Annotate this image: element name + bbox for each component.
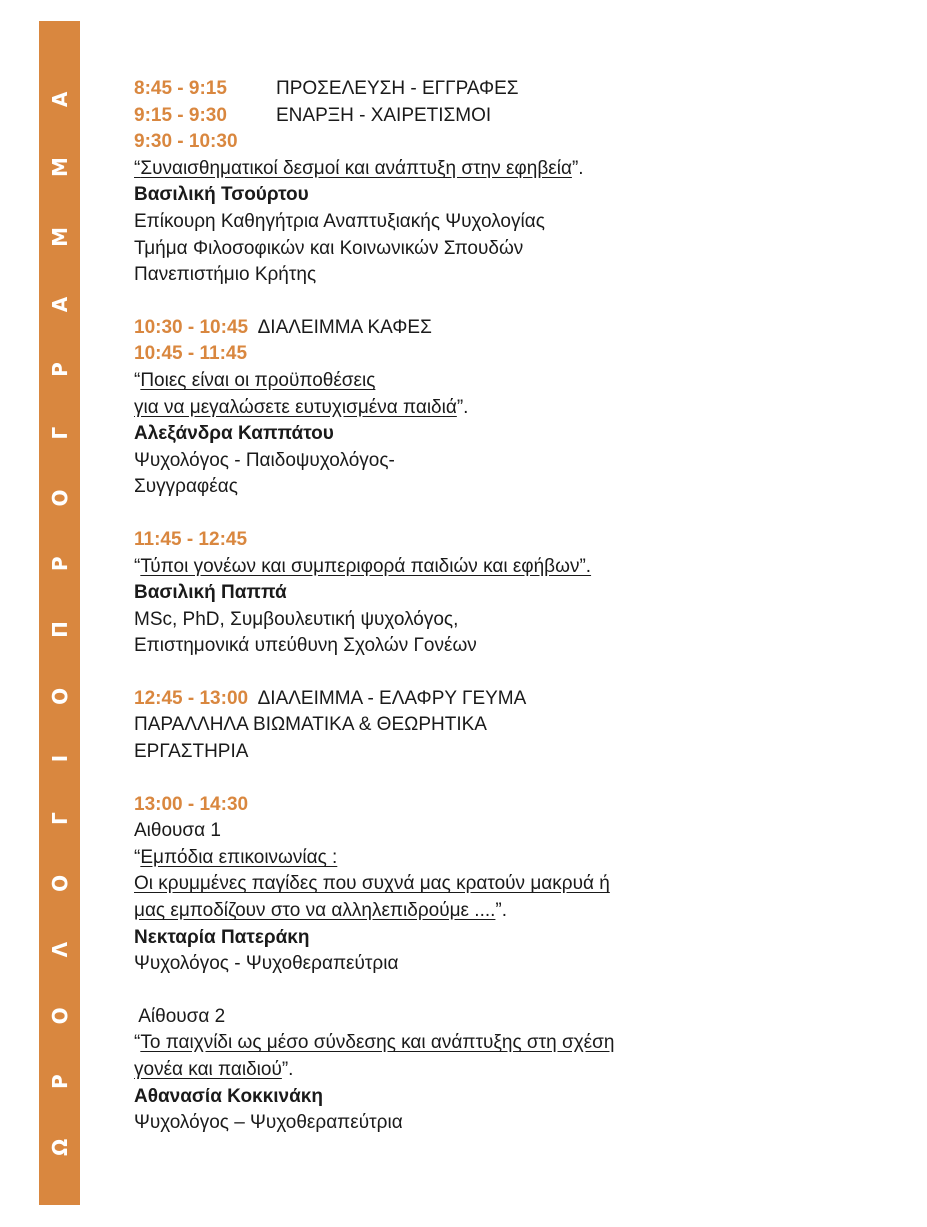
talk3-role1: MSc, PhD, Συμβουλευτική ψυχολόγος, [134,608,459,630]
talk2-speaker: Αλεξάνδρα Καππάτου [134,423,334,445]
talk1-time: 9:30 - 10:30 [134,131,238,153]
lunch-line2: ΠΑΡΑΛΛΗΛΑ ΒΙΩΜΑΤΙΚΑ & ΘΕΩΡΗΤΙΚΑ [134,714,487,736]
talk2-title-row1 [134,368,854,395]
sidebar-title: Ω Ρ Ο Λ Ο Γ Ι Ο Π Ρ Ο Γ Ρ Α Μ Μ Α [47,70,72,1156]
talk1-role1: Επίκουρη Καθηγήτρια Αναπτυξιακής Ψυχολογίας [134,210,545,232]
spacer [134,978,854,1004]
talk2-open-quote: “ [134,369,141,391]
talk2-title-row2 [134,395,854,422]
talk2-title-line2: για να μεγαλώσετε ευτυχισμένα παιδιά [134,396,457,418]
arrival-row [134,76,854,103]
room2-speaker: Αθανασία Κοκκινάκη [134,1085,323,1107]
room1-label: Αιθουσα 1 [134,820,221,842]
talk2-title-line1: Ποιες είναι οι προϋποθέσεις [140,369,376,391]
talk3-title-row [134,554,854,581]
opening-label: ΕΝΑΡΞΗ - ΧΑΙΡΕΤΙΣΜΟΙ [276,104,492,126]
room2-title-row1 [134,1030,854,1057]
room1-open-quote: “ [134,846,141,868]
program-content [134,76,854,1137]
opening-time: 9:15 - 9:30 [134,104,227,126]
talk3-title: Τύποι γονέων και συμπεριφορά παιδιών και εφήβων”. [140,555,592,577]
coffee-row [134,315,854,342]
talk2-role2: Συγγραφέας [134,476,238,498]
spacer [134,766,854,792]
room1-speaker: Νεκταρία Πατεράκη [134,926,310,948]
room2-title-line2: γονέα και παιδιού [134,1059,282,1080]
talk3-open-quote: “ [134,555,141,577]
arrival-label: ΠΡΟΣΕΛΕΥΣΗ - ΕΓΓΡΑΦΕΣ [276,78,519,99]
spacer [134,289,854,315]
talk3-role2: Επιστημονικά υπεύθυνη Σχολών Γονέων [134,635,477,657]
talk1-title-row [134,156,854,183]
talk1-open-quote: “ [134,157,141,179]
room2-title-row2 [134,1057,854,1084]
talk2-role1: Ψυχολόγος - Παιδοψυχολόγος- [134,449,395,471]
room2-close-quote: ”. [281,1059,294,1080]
talk1-role3: Πανεπιστήμιο Κρήτης [134,264,317,286]
room2-title-line1: Το παιχνίδι ως μέσο σύνδεσης και ανάπτυξης στη σχέση [140,1032,615,1054]
spacer [134,660,854,686]
room1-role: Ψυχολόγος - Ψυχοθεραπεύτρια [134,953,399,975]
room2-label: Αίθουσα 2 [134,1005,226,1027]
talk2-time: 10:45 - 11:45 [134,343,248,365]
lunch-time: 12:45 - 13:00 [134,687,249,709]
talk1-close-quote: ”. [571,157,584,179]
room1-title-line2: Οι κρυμμένες παγίδες που συχνά μας κρατούν μακρυά ή [134,873,610,895]
talk1-role2: Τμήμα Φιλοσοφικών και Κοινωνικών Σπουδών [134,237,524,259]
talk3-speaker: Βασιλική Παππά [134,582,287,604]
coffee-label: ΔΙΑΛΕΙΜΜΑ ΚΑΦΕΣ [257,316,432,338]
room1-title-line3: μας εμποδίζουν στο να αλληλεπιδρούμε .... [134,900,496,922]
lunch-row [134,686,854,713]
lunch-label: ΔΙΑΛΕΙΜΜΑ - ΕΛΑΦΡΥ ΓΕΥΜΑ [257,687,527,709]
room1-title-line1: Εμπόδια επικοινωνίας : [140,846,338,868]
room2-role: Ψυχολόγος – Ψυχοθεραπεύτρια [134,1112,403,1134]
spacer [134,501,854,527]
opening-row [134,103,854,130]
room1-title-row2 [134,871,854,898]
room1-title-row3 [134,898,854,925]
lunch-line3: ΕΡΓΑΣΤΗΡΙΑ [134,741,249,763]
room1-title-row1 [134,845,854,872]
talk2-close-quote: ”. [456,396,469,418]
sidebar-banner [39,21,80,1205]
talk1-speaker: Βασιλική Τσούρτου [134,184,309,206]
arrival-time: 8:45 - 9:15 [134,78,227,99]
room1-close-quote: ”. [495,900,508,922]
talk3-time: 11:45 - 12:45 [134,528,248,550]
coffee-time: 10:30 - 10:45 [134,316,249,338]
workshops-time: 13:00 - 14:30 [134,793,249,815]
talk1-title: Συναισθηματικοί δεσμοί και ανάπτυξη στην εφηβεία [140,157,572,179]
room2-open-quote: “ [134,1032,141,1054]
